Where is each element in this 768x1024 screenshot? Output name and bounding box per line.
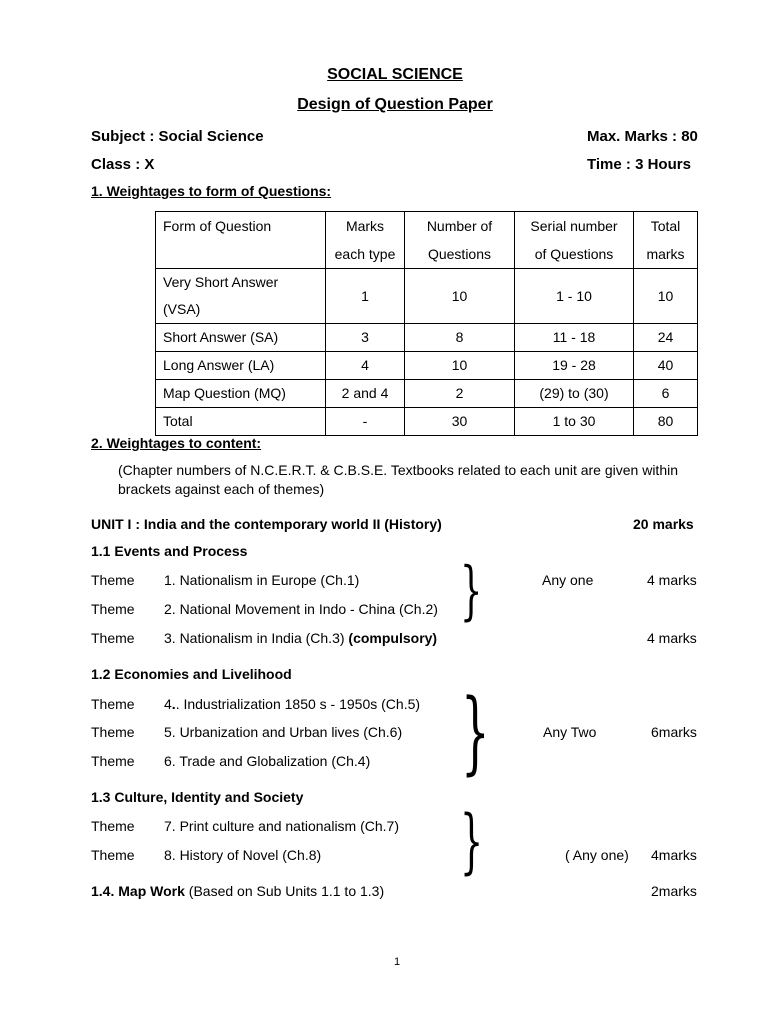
brace-icon: }: [460, 800, 484, 882]
brace-icon: }: [461, 680, 490, 785]
weightage-table: [155, 211, 698, 436]
theme4-text: . Industrialization 1850 s - 1950s (Ch.5): [175, 696, 421, 712]
theme-label: Theme: [91, 818, 135, 834]
table-cell: 1 - 10: [515, 269, 634, 324]
table-header-row: [156, 212, 698, 241]
choice-text: Any one: [542, 572, 594, 588]
table-cell: Map Question (MQ): [156, 380, 326, 408]
theme-text: 6. Trade and Globalization (Ch.4): [164, 753, 371, 769]
theme3-text: 3. Nationalism in India (Ch.3): [164, 630, 349, 646]
table-cell: Short Answer (SA): [156, 324, 326, 352]
map-work-text: (Based on Sub Units 1.1 to 1.3): [184, 883, 385, 899]
class-label: Class : X: [91, 156, 155, 173]
header-marks: Marks: [326, 212, 405, 241]
header-number: Number of: [405, 212, 515, 241]
table-cell: 10: [634, 269, 698, 324]
choice-marks: 4marks: [651, 847, 697, 863]
brace-icon: }: [460, 554, 483, 628]
table-cell: Long Answer (LA): [156, 352, 326, 380]
header-number-2: Questions: [405, 240, 515, 269]
header-total: Total: [634, 212, 698, 241]
theme-text: 4.. Industrialization 1850 s - 1950s (Ch.5): [164, 696, 421, 712]
table-row: [156, 352, 698, 380]
theme-label: Theme: [91, 847, 135, 863]
table-row: [156, 324, 698, 352]
theme-text: 1. Nationalism in Europe (Ch.1): [164, 572, 360, 588]
table-cell: 4: [326, 352, 405, 380]
theme-label: Theme: [91, 753, 135, 769]
theme-label: Theme: [91, 630, 135, 646]
theme-label: Theme: [91, 696, 135, 712]
table-cell: 1 to 30: [515, 408, 634, 436]
subject-label: Subject: [91, 128, 146, 145]
table-cell: 1: [326, 269, 405, 324]
table-header-row: [156, 240, 698, 269]
sub3-heading: 1.3 Culture, Identity and Society: [91, 789, 304, 805]
header-total-2: marks: [634, 240, 698, 269]
page-subtitle: Design of Question Paper: [297, 96, 493, 113]
theme-label: Theme: [91, 572, 135, 588]
table-row: [156, 380, 698, 408]
table-cell: 80: [634, 408, 698, 436]
theme-text: 5. Urbanization and Urban lives (Ch.6): [164, 724, 403, 740]
table-cell: (29) to (30): [515, 380, 634, 408]
unit-marks: 20 marks: [633, 516, 694, 532]
page-title: SOCIAL SCIENCE: [327, 66, 463, 83]
note-line-1: (Chapter numbers of N.C.E.R.T. & C.B.S.E. Textbooks related to each unit are given within: [118, 462, 679, 478]
table-cell: 2 and 4: [326, 380, 405, 408]
table-cell: -: [326, 408, 405, 436]
theme3-marks: 4 marks: [647, 630, 697, 646]
table-cell: 19 - 28: [515, 352, 634, 380]
theme4-num: 4: [164, 696, 172, 712]
time-label: Time : 3 Hours: [587, 156, 691, 173]
table-cell: Total: [156, 408, 326, 436]
theme-text: [164, 630, 437, 646]
sub1-heading: 1.1 Events and Process: [91, 543, 248, 559]
theme-label: Theme: [91, 601, 135, 617]
theme-text: 2. National Movement in Indo - China (Ch.2): [164, 601, 438, 617]
table-cell: 10: [405, 269, 515, 324]
table-cell: 6: [634, 380, 698, 408]
table-row-total: [156, 408, 698, 436]
choice-marks: 4 marks: [647, 572, 697, 588]
header-serial-2: of Questions: [515, 240, 634, 269]
choice-marks: 6marks: [651, 724, 697, 740]
theme-label: Theme: [91, 724, 135, 740]
table-cell: 3: [326, 324, 405, 352]
table-cell: 40: [634, 352, 698, 380]
map-work-line: [91, 883, 384, 899]
choice-text: ( Any one): [565, 847, 629, 863]
table-cell: Very Short Answer (VSA): [156, 269, 326, 324]
subject-value: : Social Science: [149, 128, 264, 145]
section1-heading: 1. Weightages to form of Questions:: [91, 183, 332, 199]
max-marks: Max. Marks : 80: [587, 128, 698, 145]
theme-text: 8. History of Novel (Ch.8): [164, 847, 322, 863]
table-cell: 11 - 18: [515, 324, 634, 352]
header-serial: Serial number: [515, 212, 634, 241]
table-cell: 10: [405, 352, 515, 380]
table-cell: 8: [405, 324, 515, 352]
page-number: 1: [394, 956, 401, 968]
compulsory-label: (compulsory): [348, 630, 438, 646]
table-cell: 30: [405, 408, 515, 436]
map-work-label: 1.4. Map Work: [91, 883, 185, 899]
section2-heading: 2. Weightages to content:: [91, 435, 262, 451]
header-form: Form of Question: [156, 212, 326, 241]
sub2-heading: 1.2 Economies and Livelihood: [91, 666, 292, 682]
unit-title: UNIT I : India and the contemporary world II (History): [91, 516, 442, 532]
map-work-marks: 2marks: [651, 883, 697, 899]
choice-text: Any Two: [543, 724, 597, 740]
table-row: [156, 269, 698, 324]
header-marks-2: each type: [326, 240, 405, 269]
table-cell: 24: [634, 324, 698, 352]
subject-line: [91, 128, 264, 145]
theme-text: 7. Print culture and nationalism (Ch.7): [164, 818, 399, 834]
header-form-2: [156, 240, 326, 269]
note-line-2: brackets against each of themes): [118, 481, 325, 497]
table-cell: 2: [405, 380, 515, 408]
